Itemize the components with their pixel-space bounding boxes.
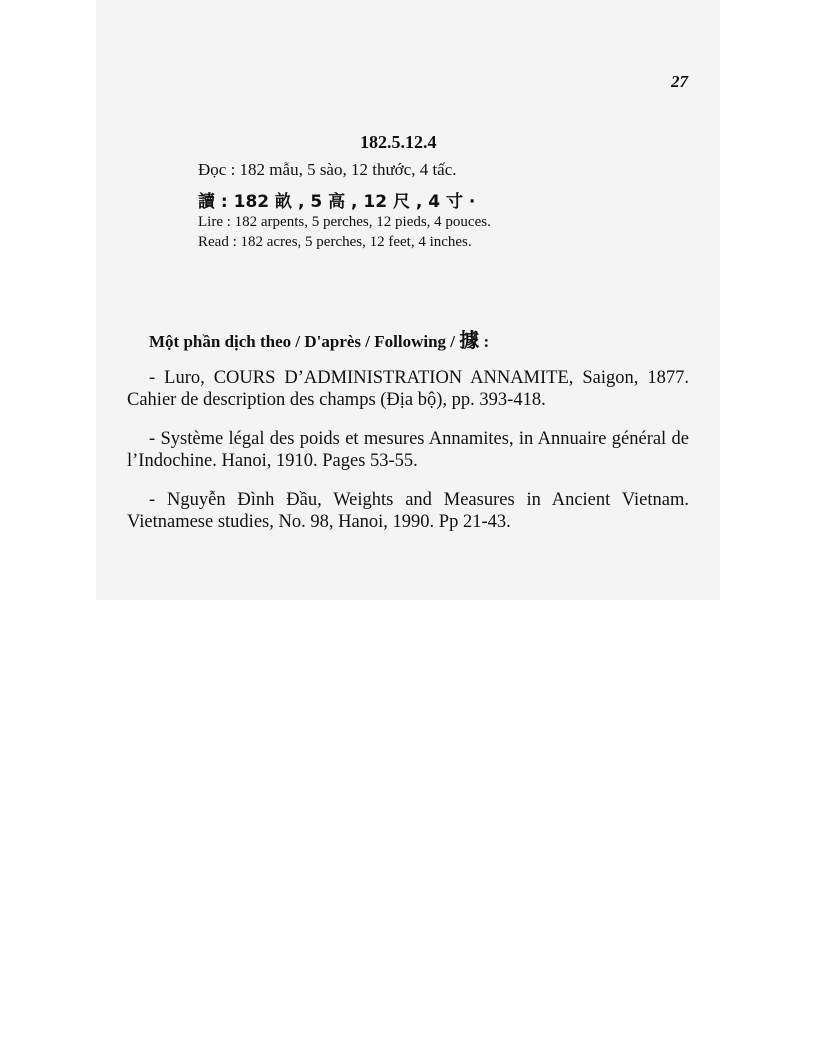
page-number: 27 [671,72,688,91]
chinese-reading: 讀 : 182 畝 , 5 高 , 12 尺 , 4 寸 · [198,192,476,212]
french-reading: Lire : 182 arpents, 5 perches, 12 pieds, 4 pouces. [198,214,491,230]
sources-heading [149,324,489,353]
vietnamese-reading: Đọc : 182 mẫu, 5 sào, 12 thước, 4 tấc. [198,160,457,179]
reference-luro: - Luro, COURS D’ADMINISTRATION ANNAMITE, Saigon, 1877. Cahier de description des champs (Địa bộ), pp. 393-418. [127,368,689,410]
sources-heading-cjk: 據 [459,328,480,352]
sources-heading-colon: : [483,332,490,351]
reference-nguyen-dinh-dau: - Nguyễn Đình Đầu, Weights and Measures in Ancient Vietnam. Vietnamese studies, No. 98, Hanoi, 1990. Pp 21-43. [127,490,689,532]
sources-heading-text: Một phần dịch theo / D'après / Following / [149,332,456,351]
english-reading: Read : 182 acres, 5 perches, 12 feet, 4 inches. [198,234,472,250]
reference-systeme-legal: - Système légal des poids et mesures Annamites, in Annuaire général de l’Indochine. Hanoi, 1910. Pages 53-55. [127,429,689,471]
entry-code: 182.5.12.4 [360,132,437,152]
